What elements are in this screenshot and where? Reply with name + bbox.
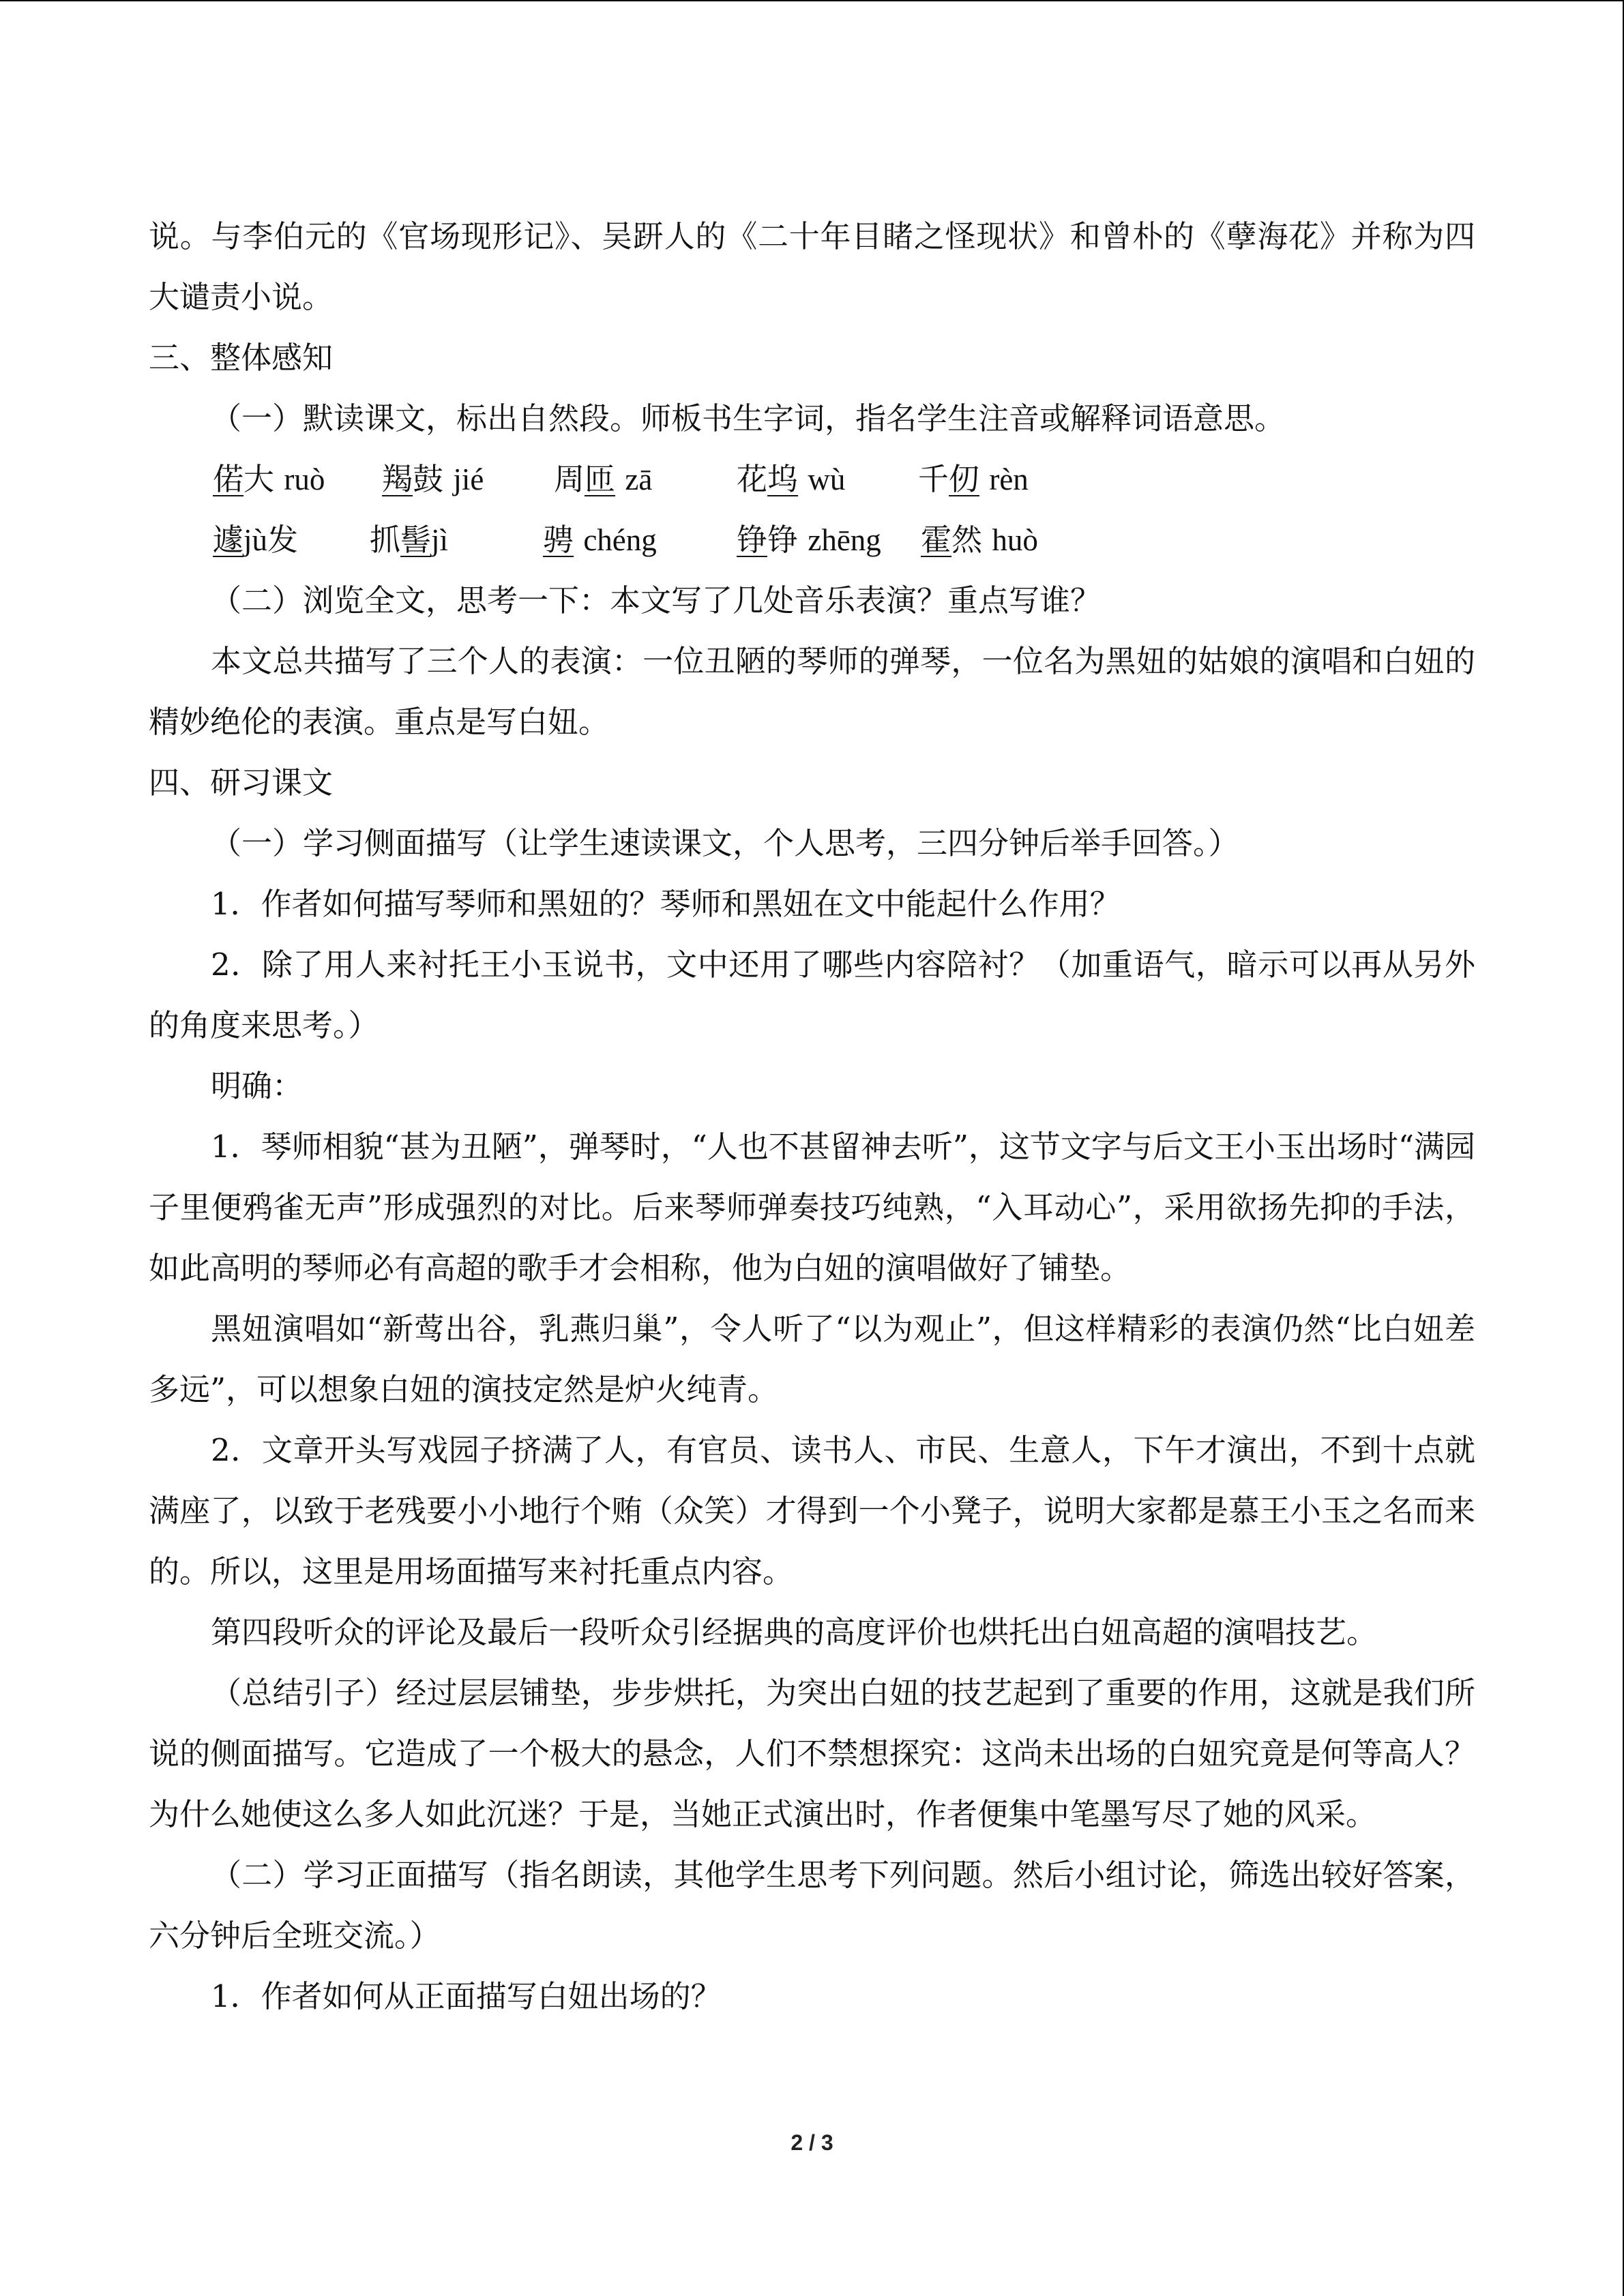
vocab-pinyin: jì: [431, 522, 449, 557]
vocab-pinyin: wù: [808, 462, 846, 496]
vocab-item: [737, 509, 921, 571]
vocab-item: [921, 509, 1038, 571]
vocab-pinyin: jié: [453, 462, 484, 496]
vocab-item: [213, 449, 382, 510]
document-body: [149, 206, 1475, 2027]
vocab-pinyin: rèn: [989, 462, 1029, 496]
vocab-item: [370, 509, 543, 571]
vocab-row-2: [149, 509, 1475, 570]
paragraph-answer-2: 2．文章开头写戏园子挤满了人，有官员、读书人、市民、生意人，下午才演出，不到十点就满座了，以致于老残要小小地行个贿（众笑）才得到一个小凳子，说明大家都是慕王小玉之名而来的。所以，这里是用场面描写来衬托重点内容。: [149, 1432, 1475, 1590]
paragraph-browse-question: （二）浏览全文，思考一下：本文写了几处音乐表演？重点写谁？: [211, 582, 1102, 618]
vocab-item: [213, 509, 370, 571]
vocab-target-char: 羯: [382, 460, 413, 497]
vocab-pinyin: zā: [625, 462, 653, 496]
paragraph-question-1: 1．作者如何描写琴师和黑妞的？琴师和黑妞在文中能起什么作用？: [211, 886, 1121, 922]
vocab-item: [554, 449, 737, 510]
paragraph-question-entrance: 1．作者如何从正面描写白妞出场的？: [211, 1978, 722, 2014]
section-heading-study: 四、研习课文: [149, 764, 334, 801]
vocab-suffix: 发: [267, 521, 299, 558]
vocab-target-char: 坞: [767, 460, 799, 497]
paragraph-clarify: 明确：: [211, 1068, 304, 1104]
vocab-target-char: 偌: [213, 460, 244, 497]
paragraph-audience: 第四段听众的评论及最后一段听众引经据典的高度评价也烘托出白妞高超的演唱技艺。: [211, 1614, 1378, 1650]
vocab-prefix: 周: [554, 460, 585, 497]
vocab-pinyin: ruò: [284, 462, 325, 496]
vocab-suffix: 然: [951, 521, 983, 558]
vocab-target-char: 铮: [737, 521, 768, 558]
vocab-row-1: [149, 449, 1475, 509]
paragraph-answer-1: 1．琴师相貌“甚为丑陋”，弹琴时，“人也不甚留神去听”，这节文字与后文王小玉出场时“满园子里便鸦雀无声”形成强烈的对比。后来琴师弹奏技巧纯熟，“入耳动心”，采用欲扬先抑的手法，如此高明的琴师必有高超的歌手才会相称，他为白妞的演唱做好了铺垫。: [149, 1129, 1475, 1286]
page-number: 2 / 3: [791, 2130, 833, 2155]
paragraph-front-description: （二）学习正面描写（指名朗读，其他学生思考下列问题。然后小组讨论，筛选出较好答案，六分钟后全班交流。）: [149, 1857, 1475, 1954]
vocab-target-char: 髻: [400, 521, 432, 558]
vocab-item: [737, 449, 918, 510]
vocab-target-char: 仞: [949, 460, 980, 497]
paragraph-silent-reading: （一）默读课文，标出自然段。师板书生字词，指名学生注音或解释词语意思。: [211, 400, 1286, 436]
vocab-suffix: 大: [243, 460, 275, 497]
vocab-prefix: 花: [737, 460, 768, 497]
vocab-pinyin: huò: [992, 522, 1038, 557]
paragraph-side-description: （一）学习侧面描写（让学生速读课文，个人思考，三四分钟后举手回答。）: [211, 825, 1239, 861]
vocab-pinyin: jù: [243, 522, 268, 557]
paragraph-performances-summary: 本文总共描写了三个人的表演：一位丑陋的琴师的弹琴，一位名为黑妞的姑娘的演唱和白妞的精妙绝伦的表演。重点是写白妞。: [149, 643, 1475, 740]
vocab-item: [918, 449, 1029, 510]
paragraph-question-2: 2．除了用人来衬托王小玉说书，文中还用了哪些内容陪衬？（加重语气，暗示可以再从另外的角度来思考。）: [149, 946, 1475, 1043]
paragraph-heiniu: 黑妞演唱如“新莺出谷，乳燕归巢”，令人听了“以为观止”，但这样精彩的表演仍然“比白妞差多远”，可以想象白妞的演技定然是炉火纯青。: [149, 1311, 1475, 1407]
vocab-target-char: 霍: [921, 521, 952, 558]
vocab-target-char: 遽: [213, 521, 244, 558]
vocab-target-char: 匝: [585, 460, 616, 497]
vocab-pinyin: zhēng: [808, 522, 881, 557]
vocab-suffix: 鼓: [413, 460, 444, 497]
section-heading-overview: 三、整体感知: [149, 340, 334, 376]
vocab-pinyin: chéng: [583, 522, 657, 557]
paragraph-summary: （总结引子）经过层层铺垫，步步烘托，为突出白妞的技艺起到了重要的作用，这就是我们所说的侧面描写。它造成了一个极大的悬念，人们不禁想探究：这尚未出场的白妞究竟是何等高人？为什么她使这么多人如此沉迷？于是，当她正式演出时，作者便集中笔墨写尽了她的风采。: [149, 1675, 1475, 1832]
vocab-suffix: 铮: [767, 521, 799, 558]
vocab-prefix: 千: [918, 460, 949, 497]
vocab-prefix: 抓: [370, 521, 401, 558]
vocab-target-char: 骋: [543, 521, 574, 558]
vocab-item: [543, 509, 737, 571]
paragraph-continuation: 说。与李伯元的《官场现形记》、吴趼人的《二十年目睹之怪现状》和曾朴的《孽海花》并称为四大谴责小说。: [149, 218, 1475, 315]
vocab-item: [382, 449, 554, 510]
